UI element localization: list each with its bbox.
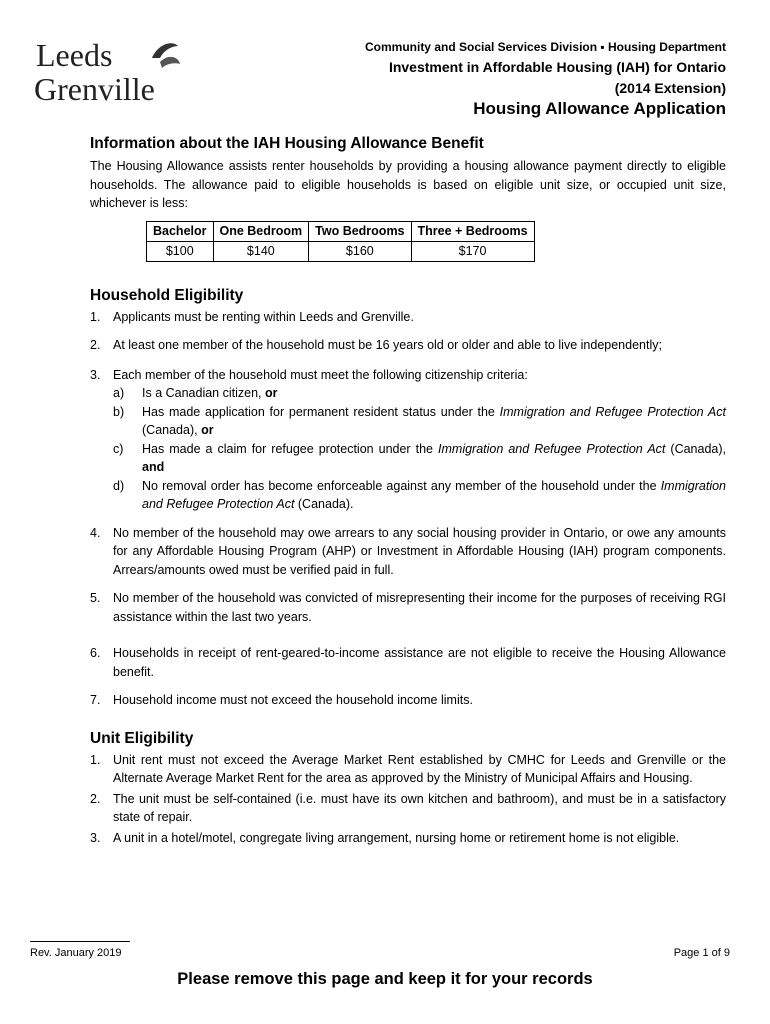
unit-eligibility-list [90,751,726,848]
sub-item [113,384,726,403]
sub-item-conjunction: or [201,423,214,437]
item-text: Households in receipt of rent-geared-to-income assistance are not eligible to receive the Housing Allowance benefit. [113,646,726,679]
act-name: Immigration and Refugee Protection Act [142,478,726,511]
sub-item-text: No removal order has become enforceable against any member of the household under the [142,478,661,493]
allowance-rates-table [146,221,535,262]
rates-value-one-bedroom: $140 [213,241,309,261]
item-text: Household income must not exceed the household income limits. [113,693,473,707]
rates-value-three-bedrooms: $170 [411,241,534,261]
sub-item-text: Has made a claim for refugee protection under the [142,441,439,456]
item-number: 5. [90,591,101,605]
sub-item-text: Has made application for permanent resident status under the [142,404,500,419]
sub-item-text: (Canada). [294,497,354,511]
sub-item-text: (Canada), [665,441,726,456]
sub-item [113,440,726,477]
rates-header-one-bedroom: One Bedroom [213,221,309,241]
logo-text-grenville: Grenville [34,71,155,106]
list-item [90,308,726,327]
footer-divider [30,941,130,942]
item-number: 4. [90,525,101,540]
header-department: Community and Social Services Division ▪ Housing Department [364,40,726,54]
leeds-grenville-logo [34,36,184,106]
revision-date: Rev. January 2019 [30,947,122,959]
list-item [90,336,726,355]
header-program-line1: Investment in Affordable Housing (IAH) for Ontario [388,59,726,75]
rates-header-three-bedrooms: Three + Bedrooms [411,221,534,241]
item-text: At least one member of the household must be 16 years old or older and able to live independently; [113,338,662,352]
rates-header-row [147,221,535,241]
list-item [90,366,726,514]
info-heading: Information about the IAH Housing Allowance Benefit [90,135,484,152]
logo-text-leeds: Leeds [36,37,113,73]
act-name: Immigration and Refugee Protection Act [499,404,726,419]
sub-item-label: a) [113,386,125,400]
list-item [90,524,726,580]
rates-value-row [147,241,535,261]
logo-leaf-icon [152,43,178,58]
item-number: 1. [90,752,101,767]
header-program-line2: (2014 Extension) [614,80,726,96]
unit-heading: Unit Eligibility [90,729,194,747]
rates-header-bachelor: Bachelor [147,221,214,241]
logo-graphic [34,36,184,106]
item-text: No member of the household may owe arrears to any social housing provider in Ontario, or owe any amounts for any Affordable Housing Program (AHP) or Investment in Affordable Housing (IAH) program components. Arrears/amounts owed must be verified paid in full. [113,525,726,577]
item-number: 1. [90,309,101,324]
keep-page-banner: Please remove this page and keep it for your records [177,970,593,988]
rates-value-bachelor: $100 [147,241,214,261]
header-program [389,57,726,99]
item-text: Applicants must be renting within Leeds and Grenville. [113,309,414,324]
list-item [90,751,726,788]
logo-leaf-icon [160,57,180,68]
sub-item-conjunction: and [142,460,165,474]
list-item [90,589,726,626]
sub-item-conjunction: or [265,386,278,400]
sub-item [113,403,726,440]
item-number: 3. [90,367,101,382]
item-text: Unit rent must not exceed the Average Market Rent established by CMHC for Leeds and Grenville or the Alternate Average Market Rent for the area as approved by the Ministry of Municipal Affairs and Housing. [113,752,726,785]
list-item [90,644,726,681]
citizenship-criteria-list [113,384,726,514]
household-eligibility-list [90,308,726,710]
item-text: A unit in a hotel/motel, congregate living arrangement, nursing home or retirement home is not eligible. [113,830,680,845]
item-text: No member of the household was convicted of misrepresenting their income for the purposes of receiving RGI assistance within the last two years. [113,591,726,624]
item-text: Each member of the household must meet the following citizenship criteria: [113,367,528,382]
item-number: 6. [90,646,101,660]
sub-item-label: d) [113,478,125,493]
sub-item [113,477,726,514]
list-item [90,790,726,827]
item-number: 2. [90,791,101,806]
application-title: Housing Allowance Application [473,99,726,118]
item-number: 2. [90,338,101,352]
item-number: 3. [90,830,101,845]
sub-item-text: (Canada), [142,423,202,437]
info-paragraph: The Housing Allowance assists renter households by providing a housing allowance payment directly to eligible households. The allowance paid to eligible households is based on eligible unit size, or occupied unit size, whichever is less: [90,159,726,210]
sub-item-label: c) [113,441,124,456]
sub-item-label: b) [113,404,125,419]
page-number: Page 1 of 9 [673,947,730,959]
page-content [90,135,726,847]
rates-value-two-bedrooms: $160 [309,241,411,261]
act-name: Immigration and Refugee Protection Act [438,441,666,456]
household-heading: Household Eligibility [90,286,244,304]
item-number: 7. [90,693,101,707]
list-item [90,691,726,710]
item-text: The unit must be self-contained (i.e. must have its own kitchen and bathroom), and must be in a satisfactory state of repair. [113,791,726,824]
rates-header-two-bedrooms: Two Bedrooms [309,221,411,241]
sub-item-text: Is a Canadian citizen, [142,386,265,400]
list-item [90,829,726,848]
